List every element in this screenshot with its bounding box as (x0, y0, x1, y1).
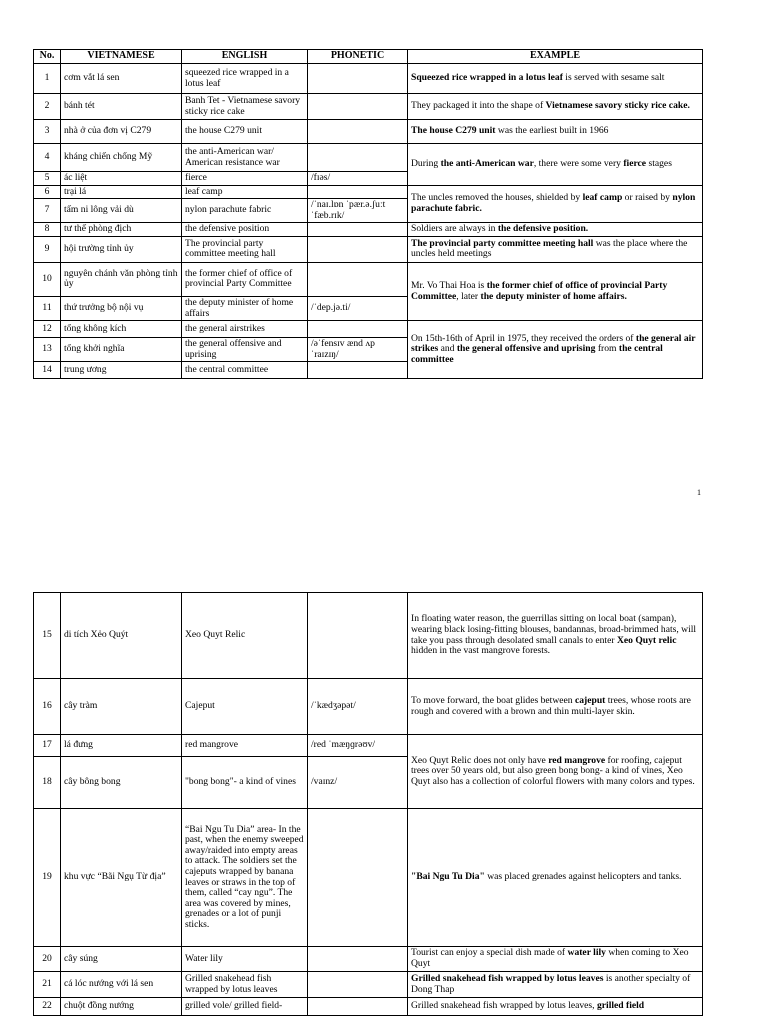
example-sentence (408, 144, 703, 186)
example-sentence (408, 236, 703, 262)
row-number: 15 (34, 593, 61, 679)
example-highlight: leaf camp (582, 192, 623, 204)
vietnamese-term: cây bông bong (61, 757, 182, 809)
row-number: 14 (34, 362, 61, 379)
example-text: Soldiers are always in (411, 223, 498, 235)
example-highlight: fierce (623, 158, 647, 169)
vietnamese-term: tổng khởi nghĩa (61, 338, 182, 362)
row-number: 12 (34, 321, 61, 338)
example-text: Xeo Quyt Relic does not only have (411, 754, 549, 766)
table-body-page-2 (34, 593, 703, 1016)
row-number: 9 (34, 236, 61, 262)
phonetic (308, 809, 408, 947)
example-highlight: the deputy minister of home affairs. (480, 290, 627, 302)
row-number: 5 (34, 172, 61, 186)
example-text: is another specialty of Dong Thap (411, 972, 691, 995)
example-text: was placed grenades against helicopters and tanks. (484, 871, 682, 883)
example-text: They packaged it into the shape of (411, 100, 546, 112)
example-highlight: the general air strikes (411, 332, 696, 355)
phonetic: /ˈnaɪ.lɒn ˈpær.ə.ʃuːt ˈfæb.rɪk/ (308, 199, 408, 223)
vietnamese-term: di tích Xẻo Quýt (61, 593, 182, 679)
vocabulary-table-page-2 (33, 592, 703, 1016)
row-number: 8 (34, 223, 61, 237)
phonetic (308, 362, 408, 379)
vietnamese-term: cơm vắt lá sen (61, 64, 182, 94)
vietnamese-term: cây súng (61, 947, 182, 972)
example-text: was the place where the uncles held meetings (411, 237, 688, 260)
example-sentence (408, 998, 703, 1016)
vietnamese-term: tư thế phòng địch (61, 223, 182, 237)
vietnamese-term: trại lá (61, 185, 182, 199)
phonetic (308, 262, 408, 296)
table-row (34, 735, 703, 757)
vietnamese-term: hội trường tỉnh ủy (61, 236, 182, 262)
header-no: No. (34, 50, 61, 64)
row-number: 17 (34, 735, 61, 757)
example-sentence (408, 809, 703, 947)
phonetic (308, 593, 408, 679)
vietnamese-term: tổng không kích (61, 321, 182, 338)
phonetic (308, 947, 408, 972)
row-number: 16 (34, 679, 61, 735)
vietnamese-term: khu vực “Bãi Ngụ Từ địa” (61, 809, 182, 947)
phonetic (308, 223, 408, 237)
example-text: In floating water reason, the guerrillas sitting on local boat (sampan), wearing black losing-fitting blouses, bandannas, broad-brimmed hats, will take you pass through desolated small canals to enter (411, 613, 697, 646)
example-highlight: the central committee (411, 343, 663, 366)
example-highlight: nylon parachute fabric. (411, 192, 696, 214)
example-sentence (408, 223, 703, 237)
example-text: To move forward, the boat glides between (411, 694, 575, 706)
phonetic (308, 236, 408, 262)
english-term: Water lily (182, 947, 308, 972)
table-row (34, 593, 703, 679)
example-text: is served with sesame salt (562, 72, 665, 84)
example-text: , later (456, 290, 481, 302)
row-number: 20 (34, 947, 61, 972)
example-highlight: water lily (567, 947, 606, 959)
table-row (34, 947, 703, 972)
phonetic: /əˈfensɪv ænd ʌp ˈraɪzɪŋ/ (308, 338, 408, 362)
english-term: leaf camp (182, 185, 308, 199)
example-text: During (411, 158, 441, 169)
vietnamese-term: kháng chiến chống Mỹ (61, 144, 182, 172)
phonetic (308, 185, 408, 199)
english-term: the house C279 unit (182, 120, 308, 144)
table-row (34, 64, 703, 94)
phonetic (308, 120, 408, 144)
example-sentence (408, 735, 703, 809)
example-text: On 15th-16th of April in 1975, they received the orders of (411, 332, 636, 344)
phonetic: /ˈkædʒəpət/ (308, 679, 408, 735)
phonetic: /ˈdep.jə.ti/ (308, 296, 408, 320)
table-row (34, 223, 703, 237)
example-highlight: grilled field (596, 1000, 645, 1012)
example-sentence (408, 593, 703, 679)
example-text: hidden in the vast mangrove forests. (411, 645, 551, 657)
header-vietnamese: VIETNAMESE (61, 50, 182, 64)
row-number: 2 (34, 94, 61, 120)
english-term: the general offensive and uprising (182, 338, 308, 362)
example-highlight: the former chief of office of provincial Party Committee (411, 279, 668, 302)
example-text: trees, whose roots are rough and covered with a brown and thin multi-layer skin. (411, 694, 691, 717)
english-term: the general airstrikes (182, 321, 308, 338)
row-number: 22 (34, 998, 61, 1016)
row-number: 21 (34, 972, 61, 998)
phonetic (308, 998, 408, 1016)
header-row (34, 50, 703, 64)
english-term: fierce (182, 172, 308, 186)
vietnamese-term: trung ương (61, 362, 182, 379)
vietnamese-term: nguyên chánh văn phòng tỉnh ủy (61, 262, 182, 296)
english-term: squeezed rice wrapped in a lotus leaf (182, 64, 308, 94)
vietnamese-term: nhà ở của đơn vị C279 (61, 120, 182, 144)
row-number: 7 (34, 199, 61, 223)
vietnamese-term: chuột đồng nướng (61, 998, 182, 1016)
english-term: the former chief of office of provincial Party Committee (182, 262, 308, 296)
example-highlight: the defensive position. (497, 223, 589, 235)
example-highlight: cajeput (574, 694, 606, 706)
phonetic: /vaɪnz/ (308, 757, 408, 809)
table-row (34, 262, 703, 296)
vietnamese-term: tấm ni lông vải dù (61, 199, 182, 223)
english-term: the defensive position (182, 223, 308, 237)
vietnamese-term: cá lóc nướng với lá sen (61, 972, 182, 998)
table-row (34, 120, 703, 144)
row-number: 19 (34, 809, 61, 947)
vietnamese-term: thứ trưởng bộ nội vụ (61, 296, 182, 320)
header-phonetic: PHONETIC (308, 50, 408, 64)
page-number: 1 (697, 488, 701, 497)
example-highlight: "Bai Ngu Tu Dia" (411, 871, 485, 883)
example-sentence (408, 679, 703, 735)
english-term: “Bai Ngu Tu Dia” area- In the past, when the enemy sweeped away/raided into empty areas to attack. The soldiers set the cajeputs wrapped by banana leaves or straws in the top of them, called “cay ngu”. The area was covered by mines, grenades or a lot of punji sticks. (182, 809, 308, 947)
example-text: or raised by (622, 192, 673, 204)
row-number: 10 (34, 262, 61, 296)
example-sentence (408, 947, 703, 972)
example-highlight: The provincial party committee meeting hall (411, 237, 594, 249)
example-text: Grilled snakehead fish wrapped by lotus leaves, (411, 1000, 597, 1012)
english-term: Grilled snakehead fish wrapped by lotus leaves (182, 972, 308, 998)
row-number: 13 (34, 338, 61, 362)
vocabulary-table-page-1 (33, 49, 703, 379)
example-sentence (408, 185, 703, 223)
table-row (34, 972, 703, 998)
table-row (34, 679, 703, 735)
table-row (34, 236, 703, 262)
example-text: and (438, 343, 457, 355)
example-text: The uncles removed the houses, shielded by (411, 192, 583, 204)
example-highlight: Grilled snakehead fish wrapped by lotus leaves (411, 972, 604, 984)
header-example: EXAMPLE (408, 50, 703, 64)
row-number: 18 (34, 757, 61, 809)
example-highlight: Xeo Quyt relic (616, 634, 677, 646)
english-term: The provincial party committee meeting hall (182, 236, 308, 262)
table-row (34, 94, 703, 120)
english-term: Banh Tet - Vietnamese savory sticky rice cake (182, 94, 308, 120)
table-body-page-1 (34, 64, 703, 379)
example-highlight: red mangrove (548, 754, 606, 766)
english-term: grilled vole/ grilled field- (182, 998, 308, 1016)
example-highlight: the general offensive and uprising (456, 343, 596, 355)
vietnamese-term: ác liệt (61, 172, 182, 186)
phonetic: /fɪəs/ (308, 172, 408, 186)
example-text: for roofing, cajeput trees over 50 years old, but also green bong bong- a kind of vines, Xeo Quyt also has a collection of colorful flowers with many colors and types. (411, 754, 695, 787)
row-number: 1 (34, 64, 61, 94)
example-sentence (408, 94, 703, 120)
phonetic (308, 144, 408, 172)
table-row (34, 809, 703, 947)
example-text: Mr. Vo Thai Hoa is (411, 279, 487, 291)
table-row (34, 144, 703, 172)
phonetic (308, 321, 408, 338)
english-term: "bong bong"- a kind of vines (182, 757, 308, 809)
example-highlight: The house C279 unit (411, 125, 496, 137)
english-term: red mangrove (182, 735, 308, 757)
phonetic (308, 972, 408, 998)
example-highlight: Squeezed rice wrapped in a lotus leaf (411, 72, 563, 84)
phonetic (308, 64, 408, 94)
example-highlight: Vietnamese savory sticky rice cake. (545, 100, 690, 112)
example-text: from (595, 343, 619, 355)
example-text: , there were some very (533, 158, 624, 169)
example-sentence (408, 321, 703, 379)
vietnamese-term: cây tràm (61, 679, 182, 735)
header-english: ENGLISH (182, 50, 308, 64)
example-sentence (408, 262, 703, 320)
example-sentence (408, 64, 703, 94)
example-text: Tourist can enjoy a special dish made of (411, 947, 568, 959)
vietnamese-term: lá đưng (61, 735, 182, 757)
row-number: 6 (34, 185, 61, 199)
english-term: Xeo Quyt Relic (182, 593, 308, 679)
phonetic (308, 94, 408, 120)
table-row (34, 321, 703, 338)
example-text: was the earliest built in 1966 (495, 125, 609, 137)
example-highlight: the anti-American war (440, 158, 534, 169)
row-number: 3 (34, 120, 61, 144)
table-row (34, 998, 703, 1016)
phonetic: /red ˈmæŋɡrəʊv/ (308, 735, 408, 757)
row-number: 4 (34, 144, 61, 172)
english-term: Cajeput (182, 679, 308, 735)
table-row (34, 185, 703, 199)
english-term: the central committee (182, 362, 308, 379)
example-sentence (408, 972, 703, 998)
english-term: the deputy minister of home affairs (182, 296, 308, 320)
example-text: stages (646, 158, 672, 169)
example-text: when coming to Xeo Quyt (411, 947, 689, 969)
example-sentence (408, 120, 703, 144)
row-number: 11 (34, 296, 61, 320)
english-term: the anti-American war/ American resistance war (182, 144, 308, 172)
english-term: nylon parachute fabric (182, 199, 308, 223)
vietnamese-term: bánh tét (61, 94, 182, 120)
